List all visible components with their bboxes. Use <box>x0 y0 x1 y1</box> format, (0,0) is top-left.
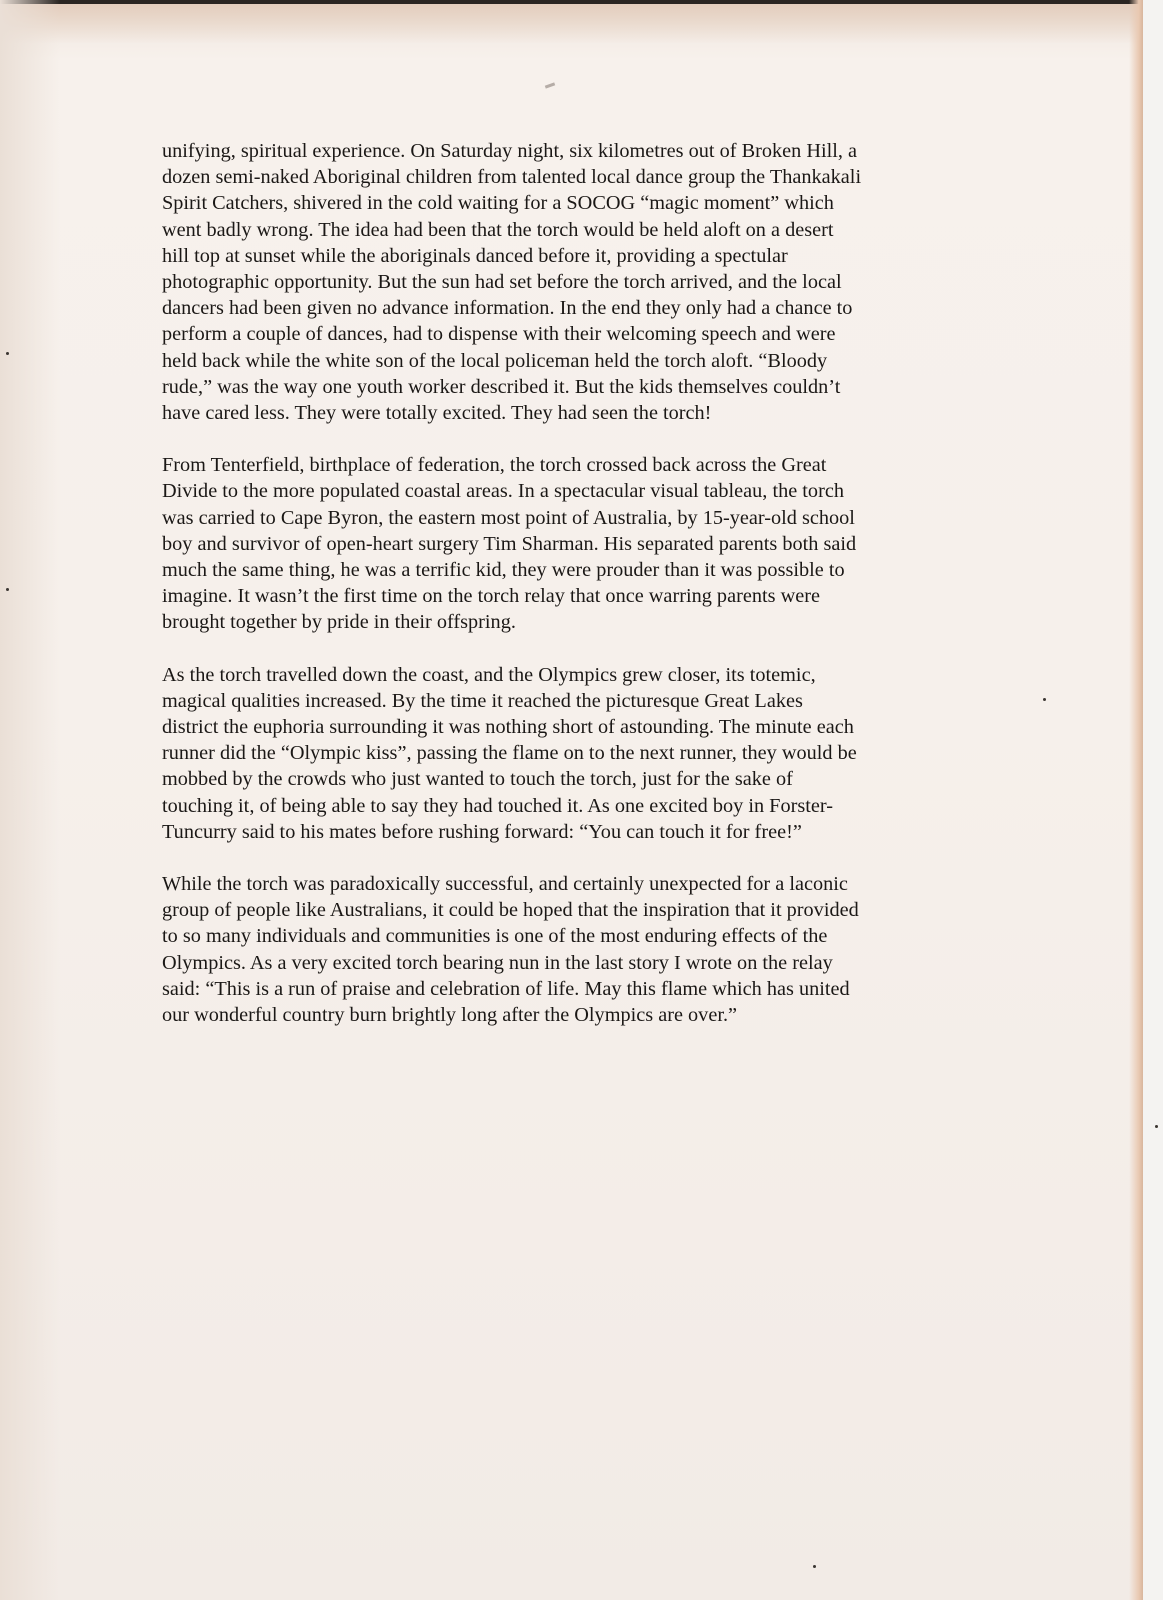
paper-left-shade <box>0 0 60 1600</box>
dust-speck <box>813 1565 816 1568</box>
dust-speck <box>1043 698 1046 701</box>
document-body <box>162 138 962 1054</box>
paragraph: As the torch travelled down the coast, and the Olympics grew closer, its totemic, magical qualities increased. By the time it reached the picturesque Great Lakes district the euphoria surrounding it was nothing short of astounding. The minute each runner did the “Olympic kiss”, passing the flame on to the next runner, they would be mobbed by the crowds who just wanted to touch the torch, just for the sake of touching it, of being able to say they had touched it. As one excited boy in Forster- Tuncurry said to his mates before rushing forward: “You can touch it for free!” <box>162 663 857 843</box>
paragraph: unifying, spiritual experience. On Saturday night, six kilometres out of Broken Hill, a dozen semi-naked Aboriginal children from talented local dance group the Thankakali Spirit Catchers, shivered in the cold waiting for a SOCOG “magic moment” which went badly wrong. The idea had been that the torch would be held aloft on a desert hill top at sunset while the aboriginals danced before it, providing a spectular photographic opportunity. But the sun had set before the torch arrived, and the local dancers had been given no advance information. In the end they only had a chance to perform a couple of dances, had to dispense with their welcoming speech and were held back while the white son of the local policeman held the torch aloft. “Bloody rude,” was the way one youth worker described it. But the kids themselves couldn’t have cared less. They were totally excited. They had seen the torch! <box>162 140 862 425</box>
dust-speck <box>6 352 9 355</box>
pencil-mark <box>545 82 555 88</box>
dust-speck <box>1155 1125 1158 1128</box>
paper-top-shadow <box>0 4 1163 44</box>
paper-right-edge <box>1129 0 1143 1600</box>
paragraph: From Tenterfield, birthplace of federation, the torch crossed back across the Great Divide to the more populated coastal areas. In a spectacular visual tableau, the torch was carried to Cape Byron, the eastern most point of Australia, by 15-year-old school boy and survivor of open-heart surgery Tim Sharman. His separated parents both said much the same thing, he was a terrific kid, they were prouder than it was possible to imagine. It wasn’t the first time on the torch relay that once warring parents were brought together by pride in their offspring. <box>162 454 857 634</box>
dust-speck <box>6 588 9 591</box>
scanner-right-margin <box>1143 0 1163 1600</box>
paragraph: While the torch was paradoxically successful, and certainly unexpected for a laconic group of people like Australians, it could be hoped that the inspiration that it provided to so many individuals and communities is one of the most enduring effects of the Olympics. As a very excited torch bearing nun in the last story I wrote on the relay said: “This is a run of praise and celebration of life. May this flame which has united our wonderful country burn brightly long after the Olympics are over.” <box>162 873 859 1027</box>
